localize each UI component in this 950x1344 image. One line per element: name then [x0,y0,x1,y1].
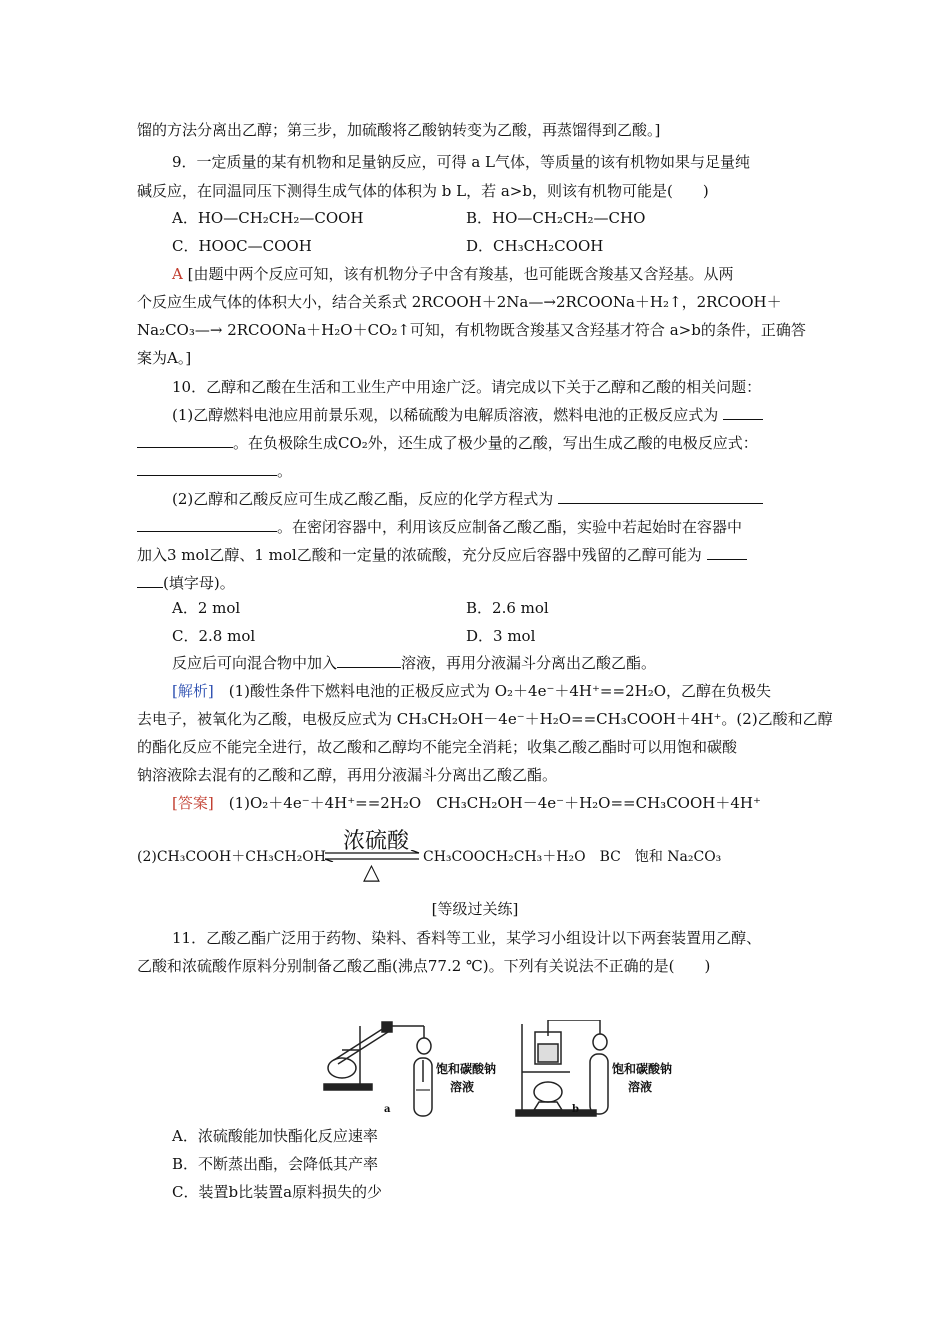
question-10-part1-text: (1)乙醇燃料电池应用前景乐观，以稀硫酸为电解质溶液，燃料电池的正极反应式为 [172,406,719,424]
figure-b-caption: b [572,1104,579,1115]
question-10-part2-cont2 [137,545,747,565]
question-9-stem: 9．一定质量的某有机物和足量钠反应，可得 a L气体，等质量的该有机物如果与足量纯 [172,153,750,171]
option-9d: D．CH₃CH₂COOH [466,237,604,255]
equation-reactants: (2)CH₃COOH＋CH₃CH₂OH [137,849,326,865]
analysis-line-3: 的酯化反应不能完全进行，故乙酸和乙醇均不能完全消耗；收集乙酸乙酯时可以用饱和碳酸 [137,738,738,756]
option-10b: B．2.6 mol [466,599,549,617]
answer-blank[interactable] [137,573,163,588]
option-11c: C．装置b比装置a原料损失的少 [172,1183,383,1201]
answer-10-text: (1)O₂＋4e⁻＋4H⁺==2H₂O CH₃CH₂OH－4e⁻＋H₂O==CH₃COOH＋4H⁺ [213,794,761,812]
answer-blank[interactable] [137,461,277,476]
answer-9-explain: [由题中两个反应可知，该有机物分子中含有羧基，也可能既含羧基又含羟基。从两 [187,265,734,283]
figure-b-label-line2: 溶液 [628,1080,653,1094]
option-9c: C．HOOC—COOH [172,237,312,255]
option-11a: A．浓硫酸能加快酯化反应速率 [172,1127,378,1145]
answer-9-line-3: Na₂CO₃—→ 2RCOONa＋H₂O＋CO₂↑可知，有机物既含羧基又含羟基才符合 a>b的条件，正确答 [137,321,806,339]
question-10-part1 [172,405,763,425]
section-heading: [等级过关练] [431,900,519,918]
esterification-equation [137,828,837,888]
question-10-part1-cont [137,433,758,453]
question-11-stem: 11．乙酸乙酯广泛用于药物、染料、香料等工业，某学习小组设计以下两套装置用乙醇、 [172,929,762,947]
question-10-part2-cont-text: 。在密闭容器中，利用该反应制备乙酸乙酯，实验中若起始时在容器中 [277,518,743,536]
analysis-line-4: 钠溶液除去混有的乙酸和乙醇，再用分液漏斗分离出乙酸乙酯。 [137,766,558,784]
answer-9-line-4: 案为A。] [137,349,192,367]
equation-products: CH₃COOCH₂CH₃＋H₂O BC 饱和 Na₂CO₃ [423,849,722,865]
answer-9-letter: A [172,265,183,283]
option-10d: D．3 mol [466,627,536,645]
question-10-part3 [172,653,656,673]
answer-10-line [172,793,761,813]
answer-tag: [答案] [172,794,214,812]
figure-a-caption: a [384,1104,391,1115]
answer-blank[interactable] [707,545,747,560]
figure-a-label-line1: 饱和碳酸钠 [436,1062,497,1076]
question-10-part2-text: (2)乙醇和乙酸反应可生成乙酸乙酯，反应的化学方程式为 [172,490,554,508]
option-9b: B．HO—CH₂CH₂—CHO [466,209,646,227]
apparatus-figure [320,1020,690,1120]
analysis-text: (1)酸性条件下燃料电池的正极反应式为 O₂＋4e⁻＋4H⁺==2H₂O，乙醇在负极失 [213,682,771,700]
answer-blank[interactable] [137,517,277,532]
heat-symbol: △ [363,860,380,885]
question-10-part1-cont-text: 。在负极除生成CO₂外，还生成了极少量的乙酸，写出生成乙酸的电极反应式： [233,434,758,452]
answer-blank[interactable] [558,489,763,504]
question-10-part2-cont3-text: (填字母)。 [163,574,235,592]
answer-blank[interactable] [137,433,233,448]
figure-b-label-line1: 饱和碳酸钠 [612,1062,673,1076]
answer-blank[interactable] [723,405,763,420]
question-10-part2 [172,489,763,509]
question-10-part1-end [137,461,292,481]
question-10-part3-text: 反应后可向混合物中加入 [172,654,338,672]
text-line: 馏的方法分离出乙醇；第三步，加硫酸将乙酸钠转变为乙酸，再蒸馏得到乙酸。] [137,121,661,139]
question-11-stem-cont: 乙酸和浓硫酸作原料分别制备乙酸乙酯(沸点77.2 ℃)。下列有关说法不正确的是( ) [137,957,711,975]
analysis-tag: [解析] [172,682,214,700]
question-9-stem-cont: 碱反应，在同温同压下测得生成气体的体积为 b L，若 a>b，则该有机物可能是( ) [137,182,709,200]
option-9a: A．HO—CH₂CH₂—COOH [172,209,364,227]
question-10-part2-cont [137,517,742,537]
answer-9-line-2: 个反应生成气体的体积大小，结合关系式 2RCOOH＋2Na—→2RCOONa＋H₂↑，2RCOOH＋ [137,293,782,311]
question-10-part2-cont3 [137,573,235,593]
option-11b: B．不断蒸出酯，会降低其产率 [172,1155,379,1173]
option-10c: C．2.8 mol [172,627,256,645]
option-10a: A．2 mol [172,599,241,617]
question-10-part2-cont2-text: 加入3 mol乙醇、1 mol乙酸和一定量的浓硫酸，充分反应后容器中残留的乙醇可能为 [137,546,702,564]
figure-a-label-line2: 溶液 [450,1080,475,1094]
analysis-line-2: 去电子，被氧化为乙酸，电极反应式为 CH₃CH₂OH－4e⁻＋H₂O==CH₃COOH＋4H⁺。(2)乙酸和乙醇 [137,710,833,728]
analysis-line [172,681,771,701]
question-10-part3-text-2: 溶液，再用分液漏斗分离出乙酸乙酯。 [401,654,657,672]
question-10-part1-end-text: 。 [277,462,293,480]
answer-blank[interactable] [337,653,401,668]
equation-catalyst: 浓硫酸 [343,829,410,854]
question-10-stem: 10．乙醇和乙酸在生活和工业生产中用途广泛。请完成以下关于乙醇和乙酸的相关问题： [172,378,762,396]
answer-9-line [172,264,733,284]
